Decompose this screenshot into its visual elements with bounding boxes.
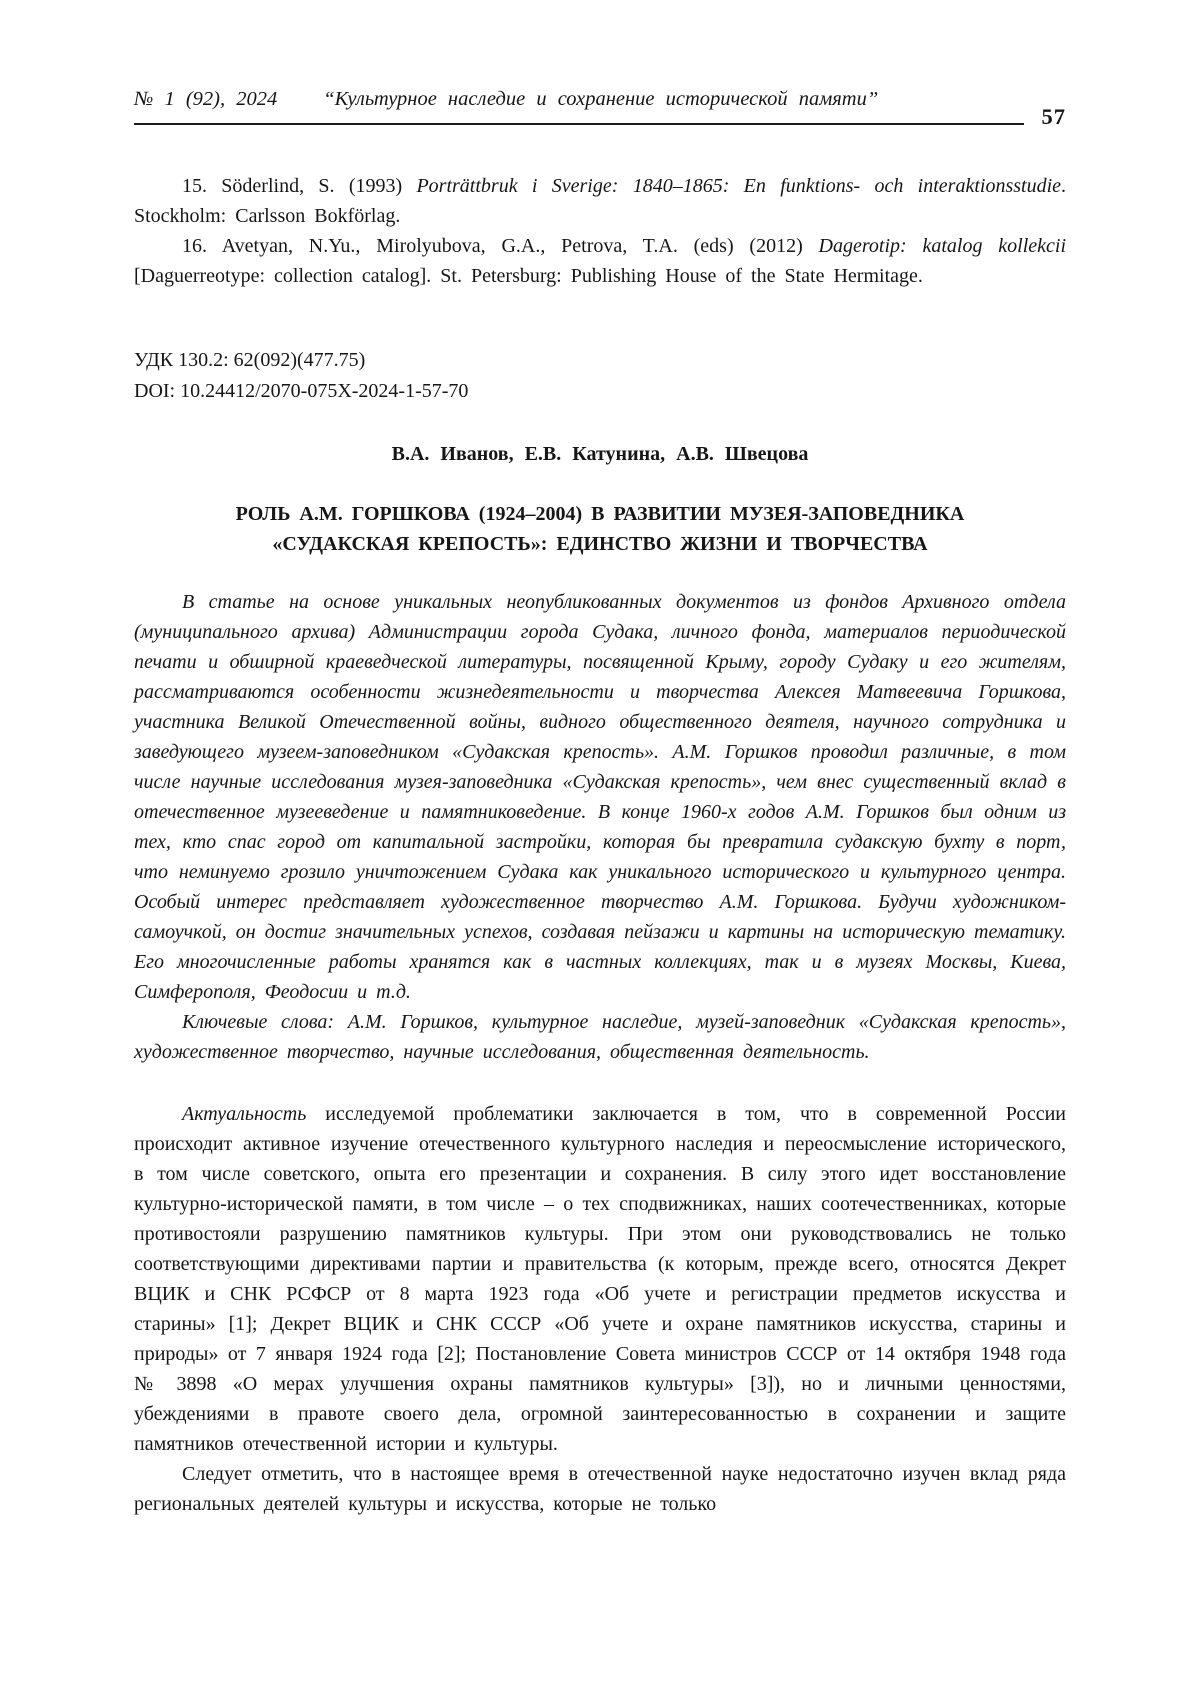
reference-15-tail: . Stockholm: Carlsson Bokförlag. <box>134 175 1067 227</box>
reference-16-lead: 16. Avetyan, N.Yu., Mirolyubova, G.A., Petrova, T.A. (eds) (2012) <box>182 235 819 257</box>
page-number: 57 <box>1041 104 1066 129</box>
body-paragraph-1 <box>134 1099 1066 1459</box>
reference-16 <box>134 231 1066 291</box>
header-rule <box>134 84 1024 125</box>
keywords-label: Ключевые слова: <box>182 1011 348 1033</box>
issue-label: № 1 (92), 2024 <box>134 88 278 110</box>
reference-15-title: Porträttbruk i Sverige: 1840–1865: En funktions- och interaktionsstudie <box>416 175 1062 197</box>
reference-16-title: Dagerotip: katalog kollekcii <box>818 235 1066 257</box>
reference-15 <box>134 171 1066 231</box>
keywords-paragraph <box>134 1007 1066 1067</box>
udk-line: УДК 130.2: 62(092)(477.75) <box>134 349 366 371</box>
keywords-text: А.М. Горшков, культурное наследие, музей-заповедник «Судакская крепость», художественное творчество, научные исследования, общественная деятельность. <box>134 1011 1066 1063</box>
article-meta <box>134 345 1066 407</box>
article-title-line2: «СУДАКСКАЯ КРЕПОСТЬ»: ЕДИНСТВО ЖИЗНИ И ТВОРЧЕСТВА <box>272 533 928 555</box>
abstract-paragraph: В статье на основе уникальных неопубликованных документов из фондов Архивного отдела (муниципального архива) Администрации города Судака, личного фонда, материалов периодической печати и обширной краеведческой литературы, посвященной Крыму, городу Судаку и его жителям, рассматриваются особенности жизнедеятельности и творчества Алексея Матвеевича Горшкова, участника Великой Отечественной войны, видного общественного деятеля, научного сотрудника и заведующего музеем-заповедником «Судакская крепость». А.М. Горшков проводил различные, в том числе научные исследования музея-заповедника «Судакская крепость», чем внес существенный вклад в отечественное музееведение и памятниковедение. В конце 1960-х годов А.М. Горшков был одним из тех, кто спас город от капитальной застройки, которая бы превратила судакскую бухту в порт, что неминуемо грозило уничтожением Судака как уникального исторического и культурного центра. Особый интерес представляет художественное творчество А.М. Горшкова. Будучи художником-самоучкой, он достиг значительных успехов, создавая пейзажи и картины на историческую тематику. Его многочисленные работы хранятся как в частных коллекциях, так и в музеях Москвы, Киева, Симферополя, Феодосии и т.д. <box>134 591 1066 1003</box>
page-header <box>134 84 1066 129</box>
body-paragraph-1-text: исследуемой проблематики заключается в том, что в современной России происходит активное изучение отечественного культурного наследия и переосмысление исторического, в том числе советского, опыта его презентации и сохранения. В силу этого идет восстановление культурно-исторической памяти, в том числе – о тех сподвижниках, наших соотечественниках, которые противостояли разрушению памятников культуры. При этом они руководствовались не только соответствующими директивами партии и правительства (к которым, прежде всего, относятся Декрет ВЦИК и СНК РСФСР от 8 марта 1923 года «Об учете и регистрации предметов искусства и старины» [1]; Декрет ВЦИК и СНК СССР «Об учете и охране памятников искусства, старины и природы» от 7 января 1924 года [2]; Постановление Совета министров СССР от 14 октября 1948 года № 3898 «О мерах улучшения охраны памятников культуры» [3]), но и личными ценностями, убеждениями в правоте своего дела, огромной заинтересованностью в сохранении и защите памятников отечественной истории и культуры. <box>134 1103 1066 1455</box>
body-paragraph-2: Следует отметить, что в настоящее время в отечественной науке недостаточно изучен вклад ряда региональных деятелей культуры и искусства, которые не только <box>134 1463 1066 1515</box>
article-title <box>134 499 1066 559</box>
authors-line: В.А. Иванов, Е.В. Катунина, А.В. Швецова <box>391 443 809 465</box>
reference-16-tail: [Daguerreotype: collection catalog]. St. Petersburg: Publishing House of the State Hermitage. <box>134 265 923 287</box>
journal-title: “Культурное наследие и сохранение исторической памяти” <box>323 88 879 110</box>
article-body <box>134 1099 1066 1519</box>
article-title-line1: РОЛЬ А.М. ГОРШКОВА (1924–2004) В РАЗВИТИИ МУЗЕЯ-ЗАПОВЕДНИКА <box>235 503 965 525</box>
reference-15-lead: 15. Söderlind, S. (1993) <box>182 175 417 197</box>
body-paragraph-1-lead: Актуальность <box>182 1103 307 1125</box>
references-block <box>134 171 1066 291</box>
doi-line: DOI: 10.24412/2070-075X-2024-1-57-70 <box>134 380 469 402</box>
